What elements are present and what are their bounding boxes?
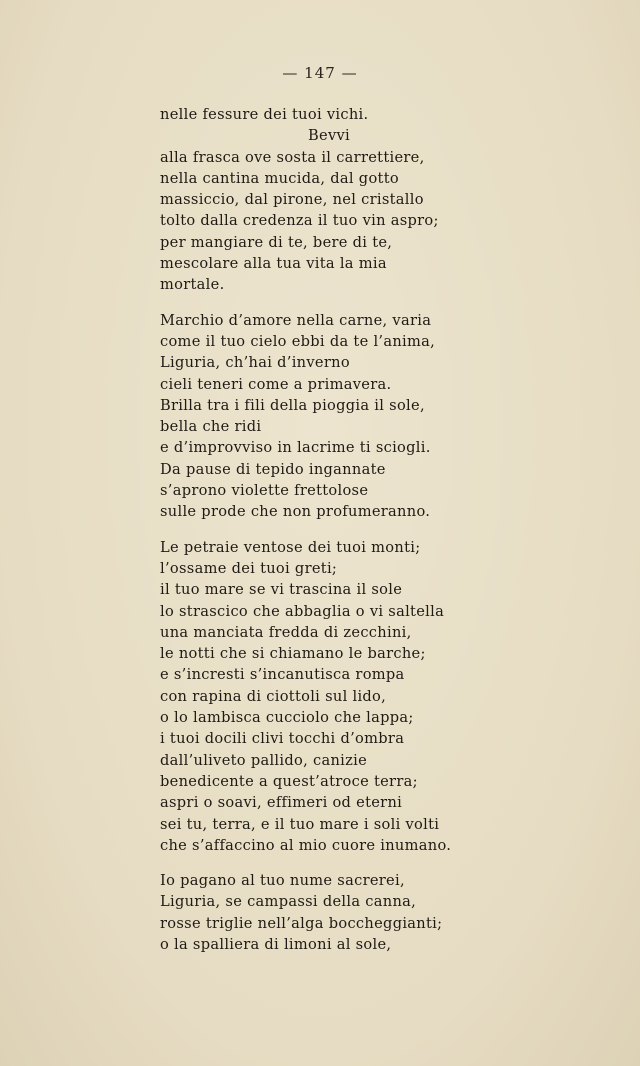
poem-line: Le petraie ventose dei tuoi monti; — [160, 538, 421, 556]
poem-line: sulle prode che non profumeranno. — [160, 503, 431, 521]
poem-line: s’aprono violette frettolose — [160, 482, 369, 500]
poem-line: tolto dalla credenza il tuo vin aspro; — [160, 212, 439, 230]
poem-line: una manciata fredda di zecchini, — [160, 623, 412, 641]
poem-line: nella cantina mucida, dal gotto — [160, 169, 399, 187]
poem-line: Brilla tra i fili della pioggia il sole, — [160, 396, 425, 414]
poem-line: bella che ridi — [160, 418, 262, 436]
poem-line: benedicente a quest’atroce terra; — [160, 772, 418, 790]
poem-line: e d’improvviso in lacrime ti sciogli. — [160, 439, 431, 457]
stanza-2 — [160, 310, 436, 523]
poem-line: le notti che si chiamano le barche; — [160, 645, 426, 663]
poem-line: sei tu, terra, e il tuo mare i soli volti — [160, 815, 440, 833]
poem-line: mortale. — [160, 276, 225, 294]
poem-line: mescolare alla tua vita la mia — [160, 255, 387, 273]
poem-line: Da pause di tepido ingannate — [160, 460, 386, 478]
poem-line: per mangiare di te, bere di te, — [160, 233, 393, 251]
poem-line: che s’affaccino al mio cuore inumano. — [160, 836, 452, 854]
poem-line: dall’uliveto pallido, canizie — [160, 751, 368, 769]
poem-line: Liguria, ch’hai d’inverno — [160, 354, 350, 372]
stanza-3 — [160, 537, 452, 856]
page-number: — 147 — — [282, 64, 358, 82]
poem-line: cieli teneri come a primavera. — [160, 375, 392, 393]
stanza-1 — [160, 104, 439, 296]
poem-line: o la spalliera di limoni al sole, — [160, 935, 392, 953]
poem-line: lo strascico che abbaglia o vi saltella — [160, 602, 445, 620]
poem-line: massiccio, dal pirone, nel cristallo — [160, 191, 424, 209]
poem-text — [160, 104, 452, 969]
poem-line: alla frasca ove sosta il carrettiere, — [160, 148, 425, 166]
poem-line: Marchio d’amore nella carne, varia — [160, 311, 432, 329]
poem-line: Liguria, se campassi della canna, — [160, 893, 417, 911]
poem-line: e s’incresti s’incanutisca rompa — [160, 666, 405, 684]
poem-line: come il tuo cielo ebbi da te l’anima, — [160, 332, 436, 350]
poem-line: aspri o soavi, effimeri od eterni — [160, 794, 403, 812]
poem-line: nelle fessure dei tuoi vichi. — [160, 106, 369, 123]
poem-line: Io pagano al tuo nume sacrerei, — [160, 872, 405, 890]
stanza-4 — [160, 870, 443, 955]
poem-line: l’ossame dei tuoi greti; — [160, 559, 338, 577]
poem-line: il tuo mare se vi trascina il sole — [160, 581, 403, 599]
poem-line: i tuoi docili clivi tocchi d’ombra — [160, 730, 405, 748]
poem-line: o lo lambisca cucciolo che lappa; — [160, 709, 414, 727]
poem-line: rosse triglie nell’alga boccheggianti; — [160, 914, 443, 932]
poem-line: con rapina di ciottoli sul lido, — [160, 687, 387, 705]
poem-line: Bevvi — [308, 127, 351, 145]
